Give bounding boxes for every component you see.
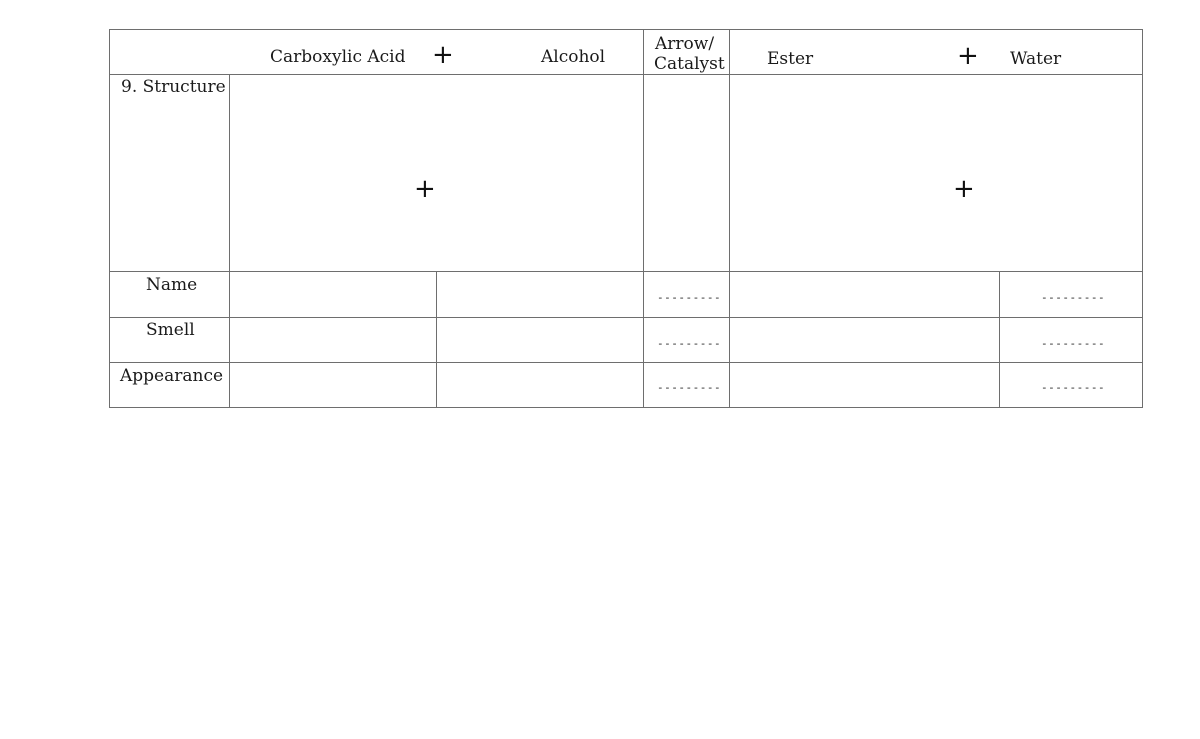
name-acid-cell[interactable] (230, 272, 435, 316)
name-arrow-dashes: --------- (657, 291, 722, 304)
header-water: Water (1010, 49, 1062, 69)
table-border-top (109, 29, 1143, 30)
smell-water-dashes: --------- (1041, 337, 1106, 350)
structure-ester-water-cell[interactable] (730, 75, 1141, 270)
name-water-dashes: --------- (1041, 291, 1106, 304)
row-label-name: Name (146, 275, 198, 295)
header-plus-1: + (432, 40, 454, 70)
smell-ester-cell[interactable] (730, 318, 998, 361)
structure-acid-alcohol-cell[interactable] (230, 75, 642, 270)
row-label-smell: Smell (146, 320, 195, 340)
header-arrow: Arrow/ (655, 34, 715, 54)
smell-arrow-dashes: --------- (657, 337, 722, 350)
row-label-structure: 9. Structure (121, 77, 226, 97)
name-ester-cell[interactable] (730, 272, 998, 316)
header-catalyst: Catalyst (654, 54, 725, 74)
table-border-left (109, 29, 110, 408)
structure-plus-1: + (414, 174, 436, 204)
appearance-water-dashes: --------- (1041, 381, 1106, 394)
smell-acid-cell[interactable] (230, 318, 435, 361)
header-ester: Ester (767, 49, 814, 69)
name-alcohol-cell[interactable] (437, 272, 642, 316)
header-plus-2: + (957, 41, 979, 71)
table-border-right (1142, 29, 1143, 408)
table-border-bottom (109, 407, 1143, 408)
appearance-ester-cell[interactable] (730, 363, 998, 406)
structure-plus-2: + (953, 174, 975, 204)
row-label-appearance: Appearance (120, 366, 224, 386)
structure-arrow-cell[interactable] (644, 75, 728, 270)
header-alcohol: Alcohol (541, 47, 606, 67)
appearance-alcohol-cell[interactable] (437, 363, 642, 406)
appearance-acid-cell[interactable] (230, 363, 435, 406)
header-carboxylic-acid: Carboxylic Acid (270, 47, 406, 67)
ester-water-rule (999, 271, 1000, 408)
appearance-arrow-dashes: --------- (657, 381, 722, 394)
smell-alcohol-cell[interactable] (437, 318, 642, 361)
